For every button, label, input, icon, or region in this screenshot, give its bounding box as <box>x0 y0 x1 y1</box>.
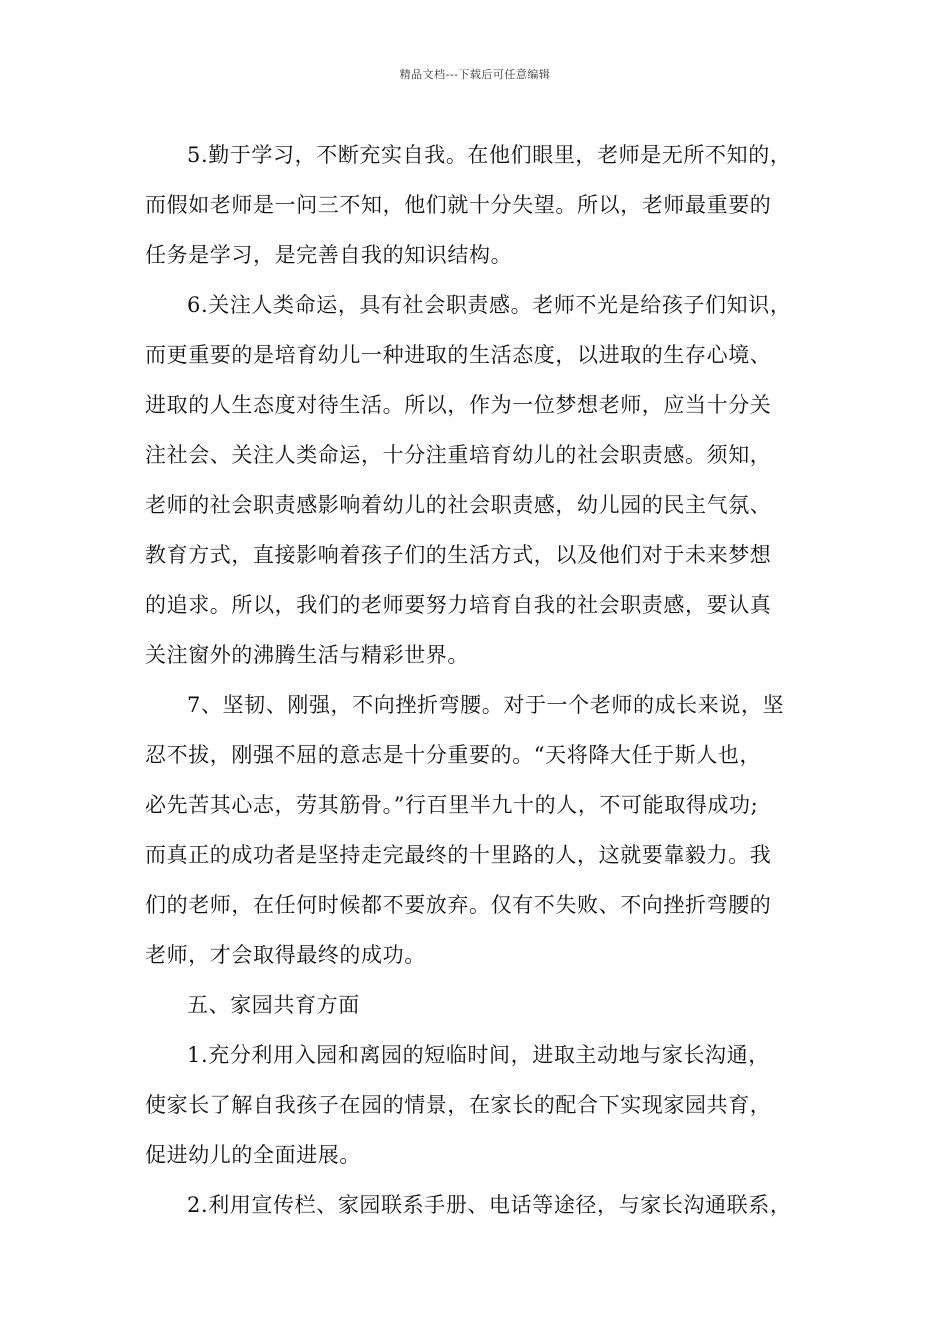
paragraph-5-line-2: 而假如老师是一问三不知，他们就十分失望。所以，老师最重要的 <box>145 193 772 217</box>
paragraph-7-line-6: 老师，才会取得最终的成功。 <box>145 943 426 967</box>
paragraph-6-line-3: 进取的人生态度对待生活。所以，作为一位梦想老师，应当十分关 <box>145 393 772 417</box>
paragraph-5-line-3: 任务是学习，是完善自我的知识结构。 <box>145 243 513 267</box>
paragraph-7-line-1: 7、坚韧、刚强，不向挫折弯腰。对于一个老师的成长来说，坚 <box>187 693 785 717</box>
paragraph-6-line-1: 6.关注人类命运，具有社会职责感。老师不光是给孩子们知识， <box>187 293 792 317</box>
paragraph-6-line-6: 教育方式，直接影响着孩子们的生活方式，以及他们对于未来梦想 <box>145 543 772 567</box>
paragraph-7-line-5: 们的老师，在任何时候都不要放弃。仅有不失败、不向挫折弯腰的 <box>145 893 772 917</box>
item-2-line-1: 2.利用宣传栏、家园联系手册、电话等途径，与家长沟通联系， <box>187 1193 792 1217</box>
item-1-line-2: 使家长了解自我孩子在园的情景，在家长的配合下实现家园共育， <box>145 1093 772 1117</box>
paragraph-6-line-4: 注社会、关注人类命运，十分注重培育幼儿的社会职责感。须知， <box>145 443 772 467</box>
paragraph-5-line-1: 5.勤于学习，不断充实自我。在他们眼里，老师是无所不知的， <box>187 143 792 167</box>
section-heading: 五、家园共育方面 <box>187 993 360 1017</box>
item-1-line-1: 1.充分利用入园和离园的短临时间，进取主动地与家长沟通， <box>187 1043 770 1067</box>
paragraph-6-line-5: 老师的社会职责感影响着幼儿的社会职责感，幼儿园的民主气氛、 <box>145 493 772 517</box>
page-header: 精品文档---下载后可任意编辑 <box>399 68 551 81</box>
paragraph-7-line-2: 忍不拔，刚强不屈的意志是十分重要的。“天将降大任于斯人也， <box>145 743 762 767</box>
paragraph-6-line-8: 关注窗外的沸腾生活与精彩世界。 <box>145 643 469 667</box>
paragraph-7-line-3: 必先苦其心志，劳其筋骨。”行百里半九十的人，不可能取得成功; <box>145 793 759 817</box>
paragraph-6-line-2: 而更重要的是培育幼儿一种进取的生活态度，以进取的生存心境、 <box>145 343 772 367</box>
document-body <box>145 130 831 1230</box>
item-1-line-3: 促进幼儿的全面进展。 <box>145 1143 361 1167</box>
paragraph-7-line-4: 而真正的成功者是坚持走完最终的十里路的人，这就要靠毅力。我 <box>145 843 772 867</box>
paragraph-6-line-7: 的追求。所以，我们的老师要努力培育自我的社会职责感，要认真 <box>145 593 772 617</box>
